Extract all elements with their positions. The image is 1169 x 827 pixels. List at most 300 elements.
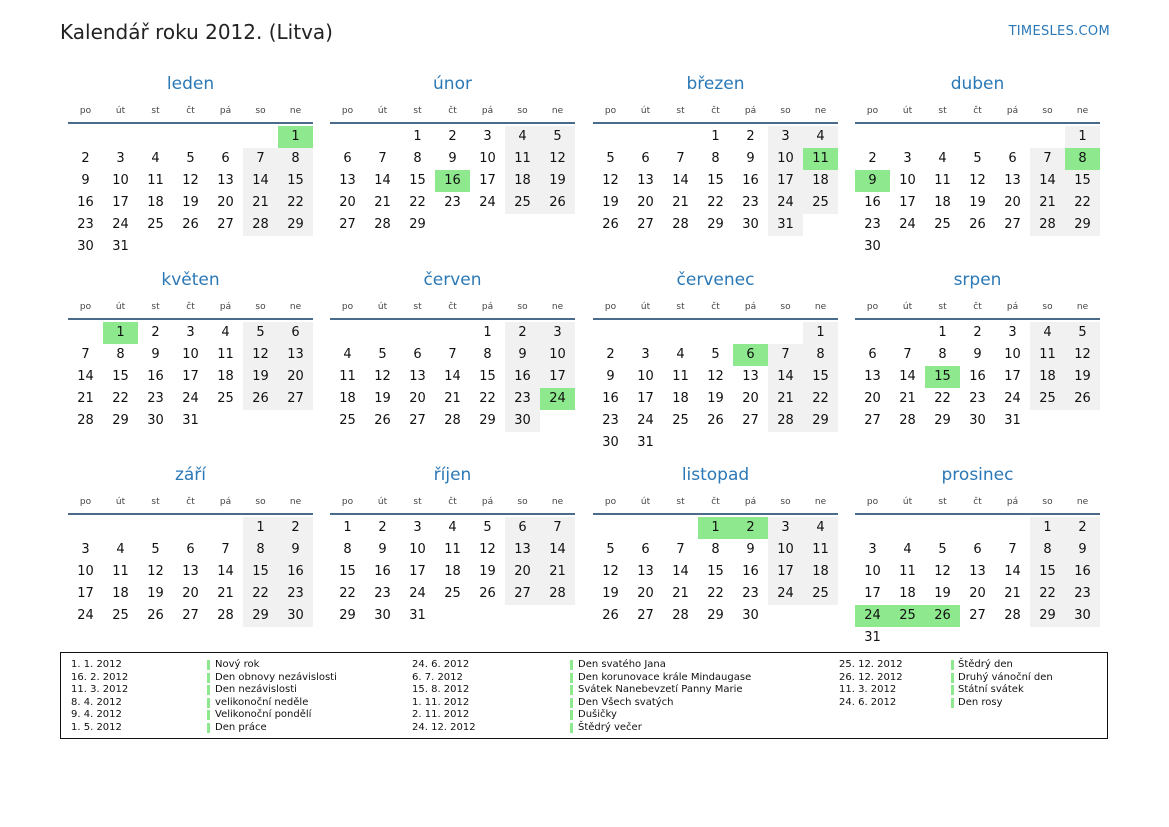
day-cell: 2 — [448, 129, 457, 144]
day-cell: 17 — [479, 173, 496, 188]
legend-color-marker — [951, 698, 954, 708]
day-cell: 11 — [803, 539, 838, 561]
day-cell: 26 — [969, 217, 986, 232]
day-cell: 9 — [1065, 539, 1100, 561]
day-cell: 10 — [637, 369, 654, 384]
legend-color-marker — [207, 660, 210, 670]
weekday-label: pá — [219, 106, 232, 116]
day-cell: 13 — [278, 344, 313, 366]
weekday-label: po — [79, 497, 92, 507]
day-cell: 5 — [243, 322, 278, 344]
day-cell: 28 — [1004, 608, 1021, 623]
legend-date: 15. 8. 2012 — [412, 684, 470, 696]
holiday-day-cell: 1 — [698, 517, 733, 539]
legend-holiday-name: Státní svátek — [958, 684, 1024, 696]
day-cell: 4 — [221, 325, 230, 340]
day-grid — [330, 322, 575, 432]
day-cell: 27 — [182, 608, 199, 623]
weekday-label: pá — [1006, 302, 1019, 312]
weekday-label: út — [902, 302, 913, 312]
day-cell: 10 — [899, 173, 916, 188]
day-cell: 8 — [343, 542, 352, 557]
day-cell: 17 — [768, 561, 803, 583]
holiday-day-cell: 16 — [435, 170, 470, 192]
day-cell: 23 — [742, 586, 759, 601]
day-cell: 9 — [151, 347, 160, 362]
holiday-day-cell: 1 — [278, 126, 313, 148]
legend-color-marker — [951, 660, 954, 670]
day-cell: 15 — [278, 170, 313, 192]
day-cell: 28 — [540, 583, 575, 605]
empty-cell — [960, 126, 995, 148]
holiday-day-cell: 1 — [103, 322, 138, 344]
day-cell: 30 — [742, 217, 759, 232]
day-cell: 8 — [711, 151, 720, 166]
day-cell: 26 — [707, 413, 724, 428]
day-cell: 16 — [505, 366, 540, 388]
day-cell: 6 — [505, 517, 540, 539]
day-cell: 3 — [1008, 325, 1017, 340]
day-cell: 23 — [147, 391, 164, 406]
day-cell: 30 — [1065, 605, 1100, 627]
day-cell: 9 — [278, 539, 313, 561]
day-cell: 13 — [217, 173, 234, 188]
legend-holiday-name: Nový rok — [215, 659, 260, 670]
day-cell: 15 — [707, 564, 724, 579]
legend-holiday-name: Velikonoční pondělí — [215, 709, 312, 721]
weekday-label: so — [780, 497, 791, 507]
day-cell: 10 — [409, 542, 426, 557]
weekday-label: st — [938, 497, 947, 507]
day-cell: 25 — [505, 192, 540, 214]
day-cell: 20 — [1004, 195, 1021, 210]
day-cell: 20 — [182, 586, 199, 601]
day-cell: 11 — [672, 369, 689, 384]
day-cell: 14 — [217, 564, 234, 579]
day-cell: 15 — [409, 173, 426, 188]
day-cell: 31 — [409, 608, 426, 623]
day-grid — [330, 517, 575, 627]
day-cell: 21 — [1030, 192, 1065, 214]
day-cell: 7 — [903, 347, 912, 362]
day-cell: 23 — [278, 583, 313, 605]
legend-holiday-name: Den Všech svatých — [578, 696, 674, 708]
day-cell: 25 — [444, 586, 461, 601]
day-cell: 22 — [1030, 583, 1065, 605]
day-cell: 6 — [973, 542, 982, 557]
day-cell: 29 — [707, 608, 724, 623]
legend-holiday-name: Štědrý den — [958, 659, 1013, 670]
day-cell: 25 — [672, 413, 689, 428]
day-cell: 24 — [899, 217, 916, 232]
day-cell: 1 — [343, 520, 352, 535]
holiday-day-cell: 26 — [925, 605, 960, 627]
month-title: červen — [423, 270, 482, 290]
day-cell: 28 — [77, 413, 94, 428]
day-cell: 21 — [672, 195, 689, 210]
day-cell: 27 — [339, 217, 356, 232]
day-cell: 22 — [112, 391, 129, 406]
day-cell: 20 — [742, 391, 759, 406]
day-grid — [593, 322, 838, 454]
day-cell: 4 — [676, 347, 685, 362]
day-cell: 5 — [606, 151, 615, 166]
day-cell: 21 — [374, 195, 391, 210]
day-cell: 9 — [378, 542, 387, 557]
empty-cell — [103, 517, 138, 539]
weekday-label: čt — [448, 302, 457, 312]
month-listopad — [593, 463, 838, 627]
day-cell: 4 — [803, 517, 838, 539]
day-cell: 31 — [637, 435, 654, 450]
day-cell: 9 — [81, 173, 90, 188]
day-cell: 12 — [969, 173, 986, 188]
day-cell: 3 — [413, 520, 422, 535]
day-cell: 4 — [343, 347, 352, 362]
month-title: leden — [166, 74, 215, 94]
day-cell: 19 — [243, 366, 278, 388]
day-cell: 17 — [864, 586, 881, 601]
day-cell: 27 — [217, 217, 234, 232]
legend-holiday-name: Den korunovace krále Mindaugase — [578, 671, 752, 683]
day-cell: 26 — [243, 388, 278, 410]
weekday-label: po — [866, 302, 879, 312]
weekday-label: ne — [289, 497, 302, 507]
weekday-label: ne — [551, 106, 564, 116]
day-cell: 21 — [540, 561, 575, 583]
legend-holiday-name: Den svatého Jana — [578, 659, 666, 670]
legend-date: 1. 11. 2012 — [412, 696, 470, 708]
legend-date: 24. 12. 2012 — [412, 722, 476, 733]
holiday-day-cell: 25 — [890, 605, 925, 627]
day-cell: 25 — [1030, 388, 1065, 410]
day-cell: 21 — [672, 586, 689, 601]
weekday-label: po — [341, 497, 354, 507]
day-cell: 11 — [339, 369, 356, 384]
weekday-label: út — [115, 106, 126, 116]
day-cell: 30 — [147, 413, 164, 428]
day-cell: 29 — [278, 214, 313, 236]
weekday-header — [593, 298, 838, 320]
legend-holiday-name: Den nezávislosti — [215, 684, 297, 696]
site-link[interactable]: TIMESLES.COM — [1008, 24, 1110, 39]
day-cell: 4 — [803, 126, 838, 148]
day-cell: 15 — [803, 366, 838, 388]
day-cell: 6 — [186, 542, 195, 557]
holiday-day-cell: 2 — [733, 517, 768, 539]
legend-color-marker — [570, 685, 573, 695]
day-cell: 22 — [409, 195, 426, 210]
day-cell: 19 — [374, 391, 391, 406]
weekday-label: pá — [219, 497, 232, 507]
day-cell: 30 — [742, 608, 759, 623]
day-cell: 6 — [868, 347, 877, 362]
day-cell: 19 — [540, 170, 575, 192]
weekday-label: pá — [744, 497, 757, 507]
day-cell: 27 — [864, 413, 881, 428]
weekday-header — [593, 493, 838, 515]
day-cell: 16 — [864, 195, 881, 210]
day-cell: 27 — [637, 608, 654, 623]
day-cell: 12 — [243, 344, 278, 366]
day-cell: 17 — [637, 391, 654, 406]
day-cell: 21 — [768, 388, 803, 410]
day-cell: 27 — [1004, 217, 1021, 232]
day-cell: 1 — [1065, 126, 1100, 148]
day-cell: 14 — [1030, 170, 1065, 192]
day-cell: 27 — [742, 413, 759, 428]
day-cell: 26 — [1065, 388, 1100, 410]
day-cell: 14 — [374, 173, 391, 188]
day-cell: 24 — [768, 583, 803, 605]
day-grid — [855, 126, 1100, 258]
weekday-label: st — [413, 106, 422, 116]
day-cell: 12 — [602, 173, 619, 188]
day-cell: 2 — [746, 129, 755, 144]
day-cell: 24 — [182, 391, 199, 406]
day-cell: 17 — [77, 586, 94, 601]
day-cell: 26 — [540, 192, 575, 214]
day-cell: 30 — [374, 608, 391, 623]
day-cell: 30 — [505, 410, 540, 432]
day-cell: 18 — [803, 170, 838, 192]
day-cell: 23 — [969, 391, 986, 406]
day-cell: 10 — [182, 347, 199, 362]
day-cell: 12 — [707, 369, 724, 384]
day-cell: 10 — [768, 539, 803, 561]
empty-cell — [628, 322, 663, 344]
day-cell: 22 — [707, 195, 724, 210]
day-cell: 30 — [864, 239, 881, 254]
legend-holiday-name: Den práce — [215, 722, 267, 733]
day-cell: 6 — [641, 542, 650, 557]
day-cell: 19 — [969, 195, 986, 210]
day-cell: 11 — [112, 564, 129, 579]
empty-cell — [855, 517, 890, 539]
day-cell: 28 — [1030, 214, 1065, 236]
day-cell: 29 — [803, 410, 838, 432]
day-cell: 16 — [77, 195, 94, 210]
empty-cell — [1030, 126, 1065, 148]
day-cell: 31 — [1004, 413, 1021, 428]
empty-cell — [365, 322, 400, 344]
day-cell: 1 — [803, 322, 838, 344]
day-cell: 16 — [969, 369, 986, 384]
day-cell: 6 — [278, 322, 313, 344]
legend-date: 24. 6. 2012 — [412, 659, 470, 670]
weekday-label: so — [255, 497, 266, 507]
day-cell: 28 — [672, 608, 689, 623]
weekday-label: ne — [289, 106, 302, 116]
day-cell: 4 — [903, 542, 912, 557]
weekday-label: ne — [1076, 302, 1089, 312]
day-cell: 27 — [505, 583, 540, 605]
day-cell: 5 — [151, 542, 160, 557]
weekday-label: so — [517, 106, 528, 116]
day-cell: 2 — [278, 517, 313, 539]
day-cell: 19 — [1065, 366, 1100, 388]
legend-holiday-name: Den obnovy nezávislosti — [215, 671, 337, 683]
day-cell: 20 — [864, 391, 881, 406]
day-cell: 12 — [540, 148, 575, 170]
day-cell: 22 — [803, 388, 838, 410]
day-cell: 28 — [672, 217, 689, 232]
day-cell: 2 — [606, 347, 615, 362]
weekday-label: ne — [1076, 497, 1089, 507]
day-cell: 5 — [711, 347, 720, 362]
weekday-label: čt — [448, 106, 457, 116]
empty-cell — [995, 126, 1030, 148]
day-cell: 15 — [707, 173, 724, 188]
month-květen — [68, 268, 313, 432]
legend-holiday-name: Druhý vánoční den — [958, 671, 1053, 683]
empty-cell — [628, 126, 663, 148]
day-cell: 4 — [938, 151, 947, 166]
day-cell: 24 — [479, 195, 496, 210]
holiday-legend — [60, 652, 1108, 739]
day-cell: 26 — [602, 217, 619, 232]
day-cell: 28 — [768, 410, 803, 432]
day-cell: 21 — [1004, 586, 1021, 601]
day-cell: 17 — [768, 170, 803, 192]
empty-cell — [208, 126, 243, 148]
empty-cell — [890, 517, 925, 539]
day-cell: 7 — [81, 347, 90, 362]
weekday-label: út — [640, 302, 651, 312]
day-cell: 7 — [1030, 148, 1065, 170]
day-cell: 16 — [602, 391, 619, 406]
day-cell: 18 — [803, 561, 838, 583]
day-cell: 2 — [151, 325, 160, 340]
day-cell: 24 — [112, 217, 129, 232]
day-cell: 8 — [483, 347, 492, 362]
day-cell: 10 — [479, 151, 496, 166]
month-leden — [68, 72, 313, 258]
day-cell: 21 — [243, 192, 278, 214]
day-cell: 18 — [672, 391, 689, 406]
empty-cell — [768, 322, 803, 344]
weekday-label: so — [517, 497, 528, 507]
weekday-header — [68, 102, 313, 124]
day-cell: 25 — [112, 608, 129, 623]
day-cell: 10 — [1004, 347, 1021, 362]
day-cell: 29 — [479, 413, 496, 428]
empty-cell — [173, 517, 208, 539]
day-cell: 29 — [112, 413, 129, 428]
day-cell: 29 — [707, 217, 724, 232]
empty-cell — [68, 322, 103, 344]
legend-date: 24. 6. 2012 — [839, 696, 897, 708]
day-cell: 17 — [409, 564, 426, 579]
weekday-label: út — [115, 497, 126, 507]
legend-date: 2. 11. 2012 — [412, 709, 470, 721]
day-cell: 14 — [1004, 564, 1021, 579]
day-cell: 18 — [339, 391, 356, 406]
weekday-label: pá — [1006, 497, 1019, 507]
day-cell: 2 — [81, 151, 90, 166]
day-cell: 20 — [637, 586, 654, 601]
day-cell: 14 — [672, 173, 689, 188]
day-cell: 2 — [868, 151, 877, 166]
weekday-label: st — [151, 497, 160, 507]
day-cell: 3 — [641, 347, 650, 362]
weekday-header — [68, 493, 313, 515]
legend-color-marker — [951, 685, 954, 695]
day-cell: 28 — [243, 214, 278, 236]
month-title: říjen — [433, 465, 472, 485]
day-cell: 23 — [602, 413, 619, 428]
legend-color-marker — [207, 698, 210, 708]
day-cell: 20 — [339, 195, 356, 210]
legend-date: 9. 4. 2012 — [71, 709, 122, 721]
day-cell: 9 — [973, 347, 982, 362]
day-cell: 15 — [1065, 170, 1100, 192]
day-cell: 25 — [803, 583, 838, 605]
holiday-day-cell: 8 — [1065, 148, 1100, 170]
day-cell: 27 — [969, 608, 986, 623]
day-cell: 11 — [147, 173, 164, 188]
legend-color-marker — [207, 673, 210, 683]
day-cell: 14 — [243, 170, 278, 192]
day-cell: 26 — [182, 217, 199, 232]
weekday-label: pá — [744, 302, 757, 312]
day-cell: 29 — [934, 413, 951, 428]
day-cell: 10 — [540, 344, 575, 366]
day-cell: 1 — [938, 325, 947, 340]
day-cell: 8 — [711, 542, 720, 557]
weekday-label: čt — [186, 497, 195, 507]
day-cell: 4 — [116, 542, 125, 557]
empty-cell — [593, 517, 628, 539]
day-cell: 25 — [803, 192, 838, 214]
weekday-label: pá — [481, 497, 494, 507]
day-cell: 18 — [147, 195, 164, 210]
weekday-label: út — [902, 106, 913, 116]
day-cell: 22 — [1065, 192, 1100, 214]
day-cell: 23 — [505, 388, 540, 410]
day-cell: 18 — [217, 369, 234, 384]
weekday-label: po — [341, 302, 354, 312]
weekday-label: čt — [973, 497, 982, 507]
day-cell: 18 — [112, 586, 129, 601]
weekday-label: po — [866, 106, 879, 116]
day-cell: 20 — [969, 586, 986, 601]
day-cell: 6 — [641, 151, 650, 166]
day-cell: 27 — [409, 413, 426, 428]
day-cell: 29 — [1065, 214, 1100, 236]
weekday-label: čt — [186, 106, 195, 116]
weekday-label: st — [676, 302, 685, 312]
day-cell: 19 — [182, 195, 199, 210]
weekday-label: čt — [973, 106, 982, 116]
weekday-label: pá — [744, 106, 757, 116]
day-cell: 3 — [868, 542, 877, 557]
day-cell: 13 — [182, 564, 199, 579]
day-cell: 25 — [217, 391, 234, 406]
weekday-label: po — [866, 497, 879, 507]
day-cell: 13 — [637, 173, 654, 188]
day-cell: 12 — [182, 173, 199, 188]
empty-cell — [68, 517, 103, 539]
day-cell: 5 — [1065, 322, 1100, 344]
weekday-label: so — [780, 106, 791, 116]
day-cell: 30 — [77, 239, 94, 254]
weekday-label: st — [938, 106, 947, 116]
day-cell: 15 — [1030, 561, 1065, 583]
weekday-label: po — [79, 106, 92, 116]
month-září — [68, 463, 313, 627]
weekday-label: út — [640, 106, 651, 116]
